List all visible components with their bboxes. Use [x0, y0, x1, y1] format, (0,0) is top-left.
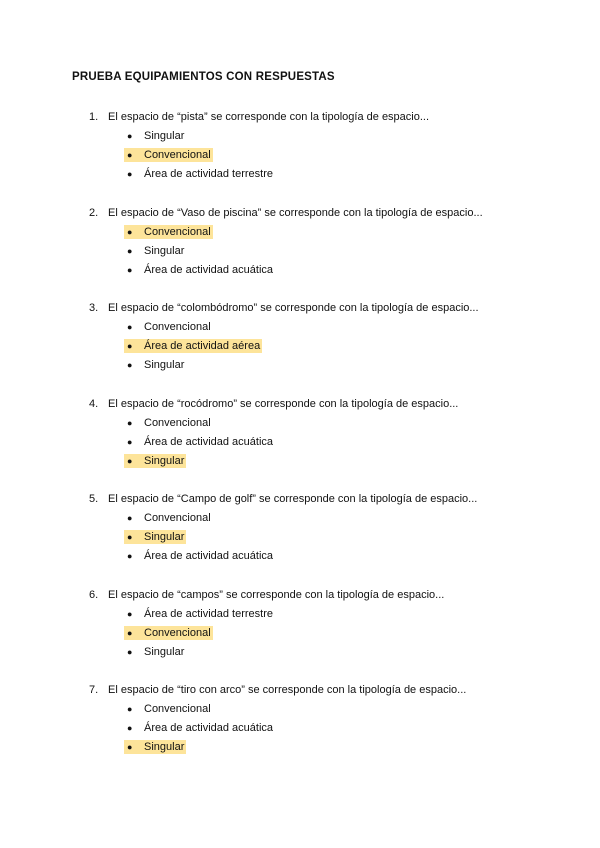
option-label: Singular	[144, 130, 185, 142]
bullet-icon: ●	[127, 456, 133, 467]
question-text	[89, 301, 479, 315]
option-label: Convencional	[144, 321, 211, 333]
question-text	[89, 683, 466, 697]
bullet-icon: ●	[127, 341, 133, 352]
bullet-icon: ●	[127, 150, 133, 161]
option-label: Convencional	[144, 226, 211, 238]
option-label: Área de actividad terrestre	[144, 608, 274, 620]
bullet-icon: ●	[127, 322, 133, 332]
option-label: Área de actividad acuática	[144, 722, 274, 735]
question-text	[89, 110, 429, 124]
bullet-icon: ●	[127, 418, 133, 428]
bullet-icon: ●	[127, 131, 133, 141]
bullet-icon: ●	[127, 532, 133, 543]
question-number: 4.	[89, 398, 99, 410]
option-label: Convencional	[144, 512, 211, 524]
question-statement: El espacio de “campos” se corresponde con la tipología de espacio...	[108, 589, 445, 601]
bullet-icon: ●	[127, 513, 133, 523]
option-label: Convencional	[144, 417, 211, 429]
question-statement: El espacio de “pista” se corresponde con la tipología de espacio...	[108, 111, 430, 123]
option-label: Área de actividad terrestre	[144, 168, 274, 181]
option-label: Área de actividad aérea	[144, 340, 261, 353]
question-statement: El espacio de “rocódromo” se corresponde con la tipología de espacio...	[108, 398, 459, 410]
bullet-icon: ●	[127, 169, 133, 180]
bullet-icon: ●	[127, 265, 133, 276]
question-number: 3.	[89, 302, 99, 314]
option-label: Convencional	[144, 149, 211, 162]
option-label: Área de actividad acuática	[144, 436, 274, 449]
option-label: Área de actividad acuática	[144, 264, 274, 277]
bullet-icon: ●	[127, 628, 133, 639]
question-statement: El espacio de “Vaso de piscina” se corresponde con la tipología de espacio...	[108, 207, 483, 219]
question-statement: El espacio de “colombódromo” se corresponde con la tipología de espacio...	[108, 302, 479, 314]
bullet-icon: ●	[127, 609, 133, 619]
option-label: Área de actividad acuática	[144, 550, 274, 563]
bullet-icon: ●	[127, 437, 133, 448]
bullet-icon: ●	[127, 742, 133, 753]
question-number: 1.	[89, 111, 99, 123]
option-label: Convencional	[144, 627, 211, 640]
question-number: 6.	[89, 589, 99, 601]
bullet-icon: ●	[127, 647, 133, 658]
bullet-icon: ●	[127, 227, 133, 237]
question-text	[89, 588, 444, 602]
question-text	[89, 397, 458, 411]
bullet-icon: ●	[127, 551, 133, 562]
question-number: 2.	[89, 207, 99, 219]
bullet-icon: ●	[127, 246, 133, 257]
question-number: 7.	[89, 684, 99, 696]
option-label: Singular	[144, 455, 185, 468]
bullet-icon: ●	[127, 723, 133, 734]
question-number: 5.	[89, 493, 99, 505]
question-statement: El espacio de “tiro con arco” se corresponde con la tipología de espacio...	[108, 684, 467, 696]
option-label: Singular	[144, 741, 185, 754]
option-label: Singular	[144, 531, 185, 544]
option-label: Singular	[144, 245, 185, 258]
question-text	[89, 206, 483, 220]
option-label: Singular	[144, 359, 185, 372]
bullet-icon: ●	[127, 704, 133, 714]
option-label: Singular	[144, 646, 185, 659]
bullet-icon: ●	[127, 360, 133, 371]
document-title: PRUEBA EQUIPAMIENTOS CON RESPUESTAS	[72, 71, 335, 83]
option-label: Convencional	[144, 703, 211, 715]
question-statement: El espacio de “Campo de golf” se corresponde con la tipología de espacio...	[108, 493, 478, 505]
question-text	[89, 492, 477, 506]
